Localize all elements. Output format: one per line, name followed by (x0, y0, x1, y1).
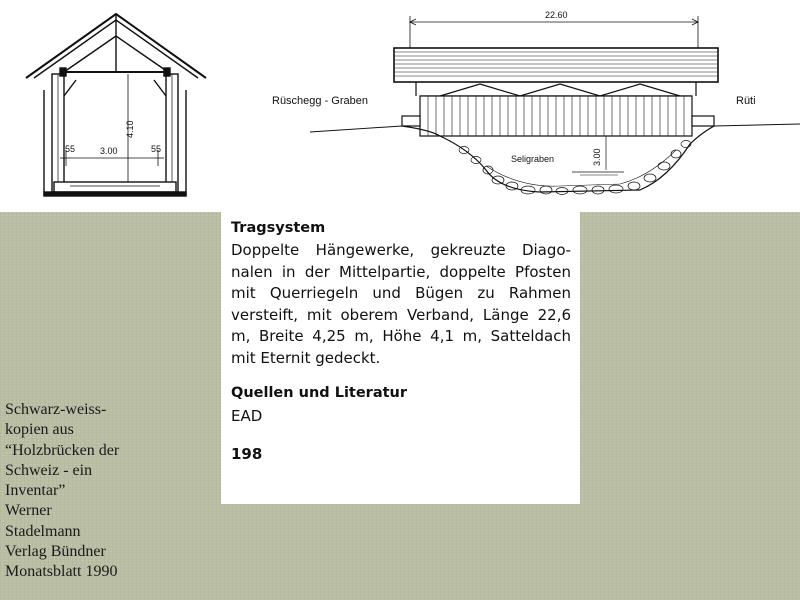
cross-section-drawing (26, 14, 206, 196)
heading-quellen: Quellen und Literatur (231, 384, 408, 401)
dim-side-left: 55 (65, 144, 76, 154)
bridge-drawings (0, 0, 800, 212)
label-rueschegg-graben: Rüschegg - Graben (272, 95, 368, 107)
label-seligraben: Seligraben (511, 154, 555, 164)
tragsystem-text: Doppelte Hängewerke, gekreuzte Diagonalen in der Mittelpartie, doppelte Pfosten mit Querriegeln und Bügen zu Rahmen versteift, mit oberem Verband, Länge 22,6 m, Breite 4,25 m, Höhe 4,1 m, Satteldach mit Eternit gedeckt. (231, 241, 571, 367)
label-rueti: Rüti (736, 95, 756, 107)
elevation-drawing (310, 48, 800, 195)
dim-side-right: 55 (151, 144, 162, 154)
heading-tragsystem: Tragsystem (231, 220, 326, 236)
dim-length: 22.60 (545, 10, 568, 20)
dim-width: 3.00 (100, 146, 118, 156)
dim-clearance: 3.00 (592, 148, 602, 166)
text-panel (221, 212, 580, 504)
dim-height: 4.10 (125, 120, 135, 138)
source-note: Schwarz-weiss- kopien aus “Holzbrücken der Schweiz - ein Inventar” Werner Stadelmann Verlag Bündner Monatsblatt 1990 (5, 401, 120, 581)
technical-drawing (0, 0, 800, 212)
page-number: 198 (231, 444, 263, 463)
reference-ead: EAD (231, 406, 263, 425)
